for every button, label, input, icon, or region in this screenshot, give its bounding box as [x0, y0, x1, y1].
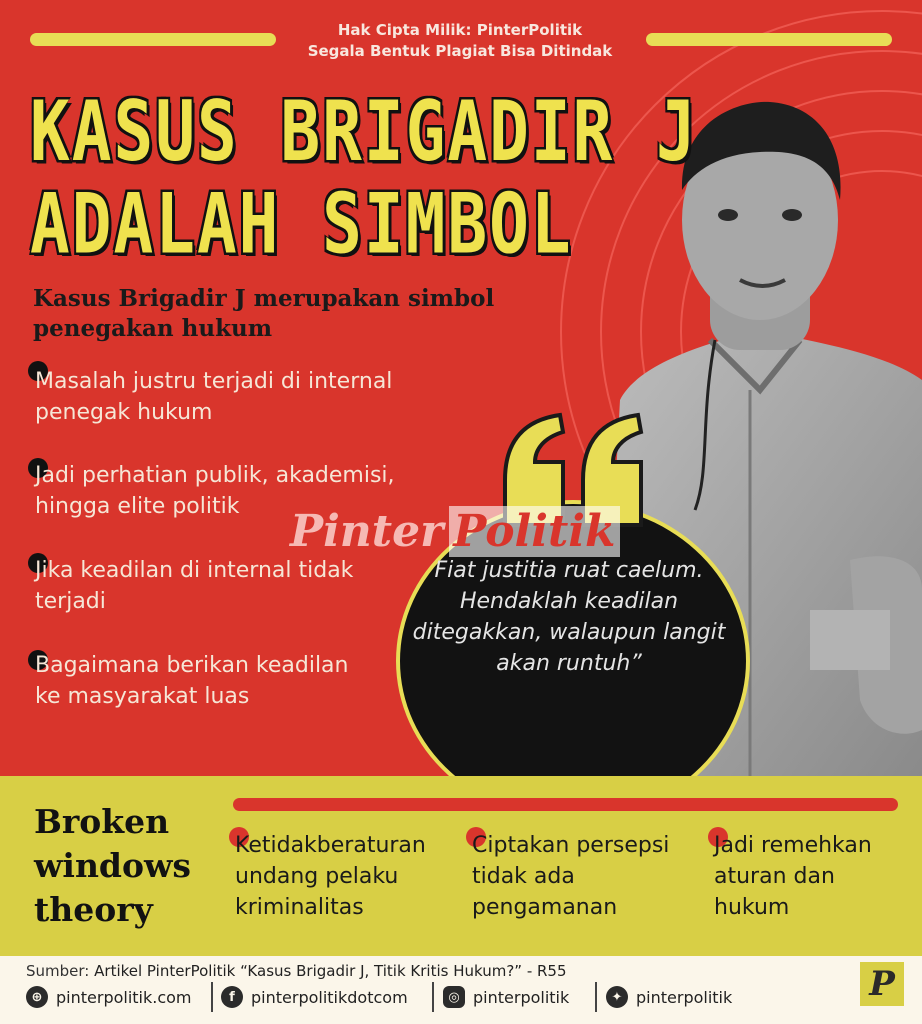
theory-item: Ketidakberaturan undang pelaku kriminalitas: [235, 833, 426, 920]
theory-item: Ciptakan persepsi tidak ada pengamanan: [472, 833, 670, 920]
watermark: [290, 506, 620, 557]
bullet-text: Masalah justru terjadi di internal penegak hukum: [35, 369, 393, 425]
bullet-text: Bagaimana berikan keadilan ke masyarakat luas: [35, 653, 349, 709]
twitter-link[interactable]: [606, 985, 732, 1009]
twitter-icon: ✦: [606, 986, 628, 1008]
bullet-text: Jika keadilan di internal tidak terjadi: [35, 558, 354, 614]
twitter-label: pinterpolitik: [636, 987, 733, 1007]
decorative-bar: [233, 798, 898, 811]
watermark-word: Pinter: [290, 506, 444, 557]
source-credit: [26, 962, 567, 980]
copyright-line: Hak Cipta Milik: PinterPolitik: [337, 21, 583, 39]
page-title: [30, 83, 698, 273]
copyright-notice: [280, 20, 640, 62]
theory-title: Broken windows theory: [34, 802, 192, 929]
instagram-label: pinterpolitik: [473, 987, 570, 1007]
website-label: pinterpolitik.com: [56, 987, 192, 1007]
copyright-line: Segala Bentuk Plagiat Bisa Ditindak: [307, 42, 613, 60]
facebook-label: pinterpolitikdotcom: [251, 987, 408, 1007]
decorative-bar-left: [30, 33, 276, 46]
subtitle: Kasus Brigadir J merupakan simbol penegakan hukum: [33, 285, 495, 342]
website-link[interactable]: [26, 985, 192, 1009]
facebook-link[interactable]: [221, 985, 408, 1009]
divider: [595, 982, 597, 1012]
source-label: Sumber:: [26, 962, 90, 980]
title-line: KASUS BRIGADIR J: [30, 83, 698, 180]
instagram-icon: ◎: [443, 986, 465, 1008]
divider: [211, 982, 213, 1012]
decorative-bar-right: [646, 33, 892, 46]
bullet-text: Jadi perhatian publik, akademisi, hingga elite politik: [35, 463, 395, 519]
watermark-word: Politik: [449, 506, 619, 557]
brand-logo: P: [860, 962, 904, 1006]
divider: [432, 982, 434, 1012]
quote-text: Fiat justitia ruat caelum. Hendaklah keadilan ditegakkan, walaupun langit akan runtuh”: [412, 558, 726, 676]
theory-item: Jadi remehkan aturan dan hukum: [714, 833, 872, 920]
title-line: ADALAH SIMBOL: [30, 176, 573, 273]
facebook-icon: f: [221, 986, 243, 1008]
instagram-link[interactable]: [443, 985, 569, 1009]
source-text: Artikel PinterPolitik “Kasus Brigadir J, Titik Kritis Hukum?” - R55: [94, 962, 567, 980]
globe-icon: ⊕: [26, 986, 48, 1008]
